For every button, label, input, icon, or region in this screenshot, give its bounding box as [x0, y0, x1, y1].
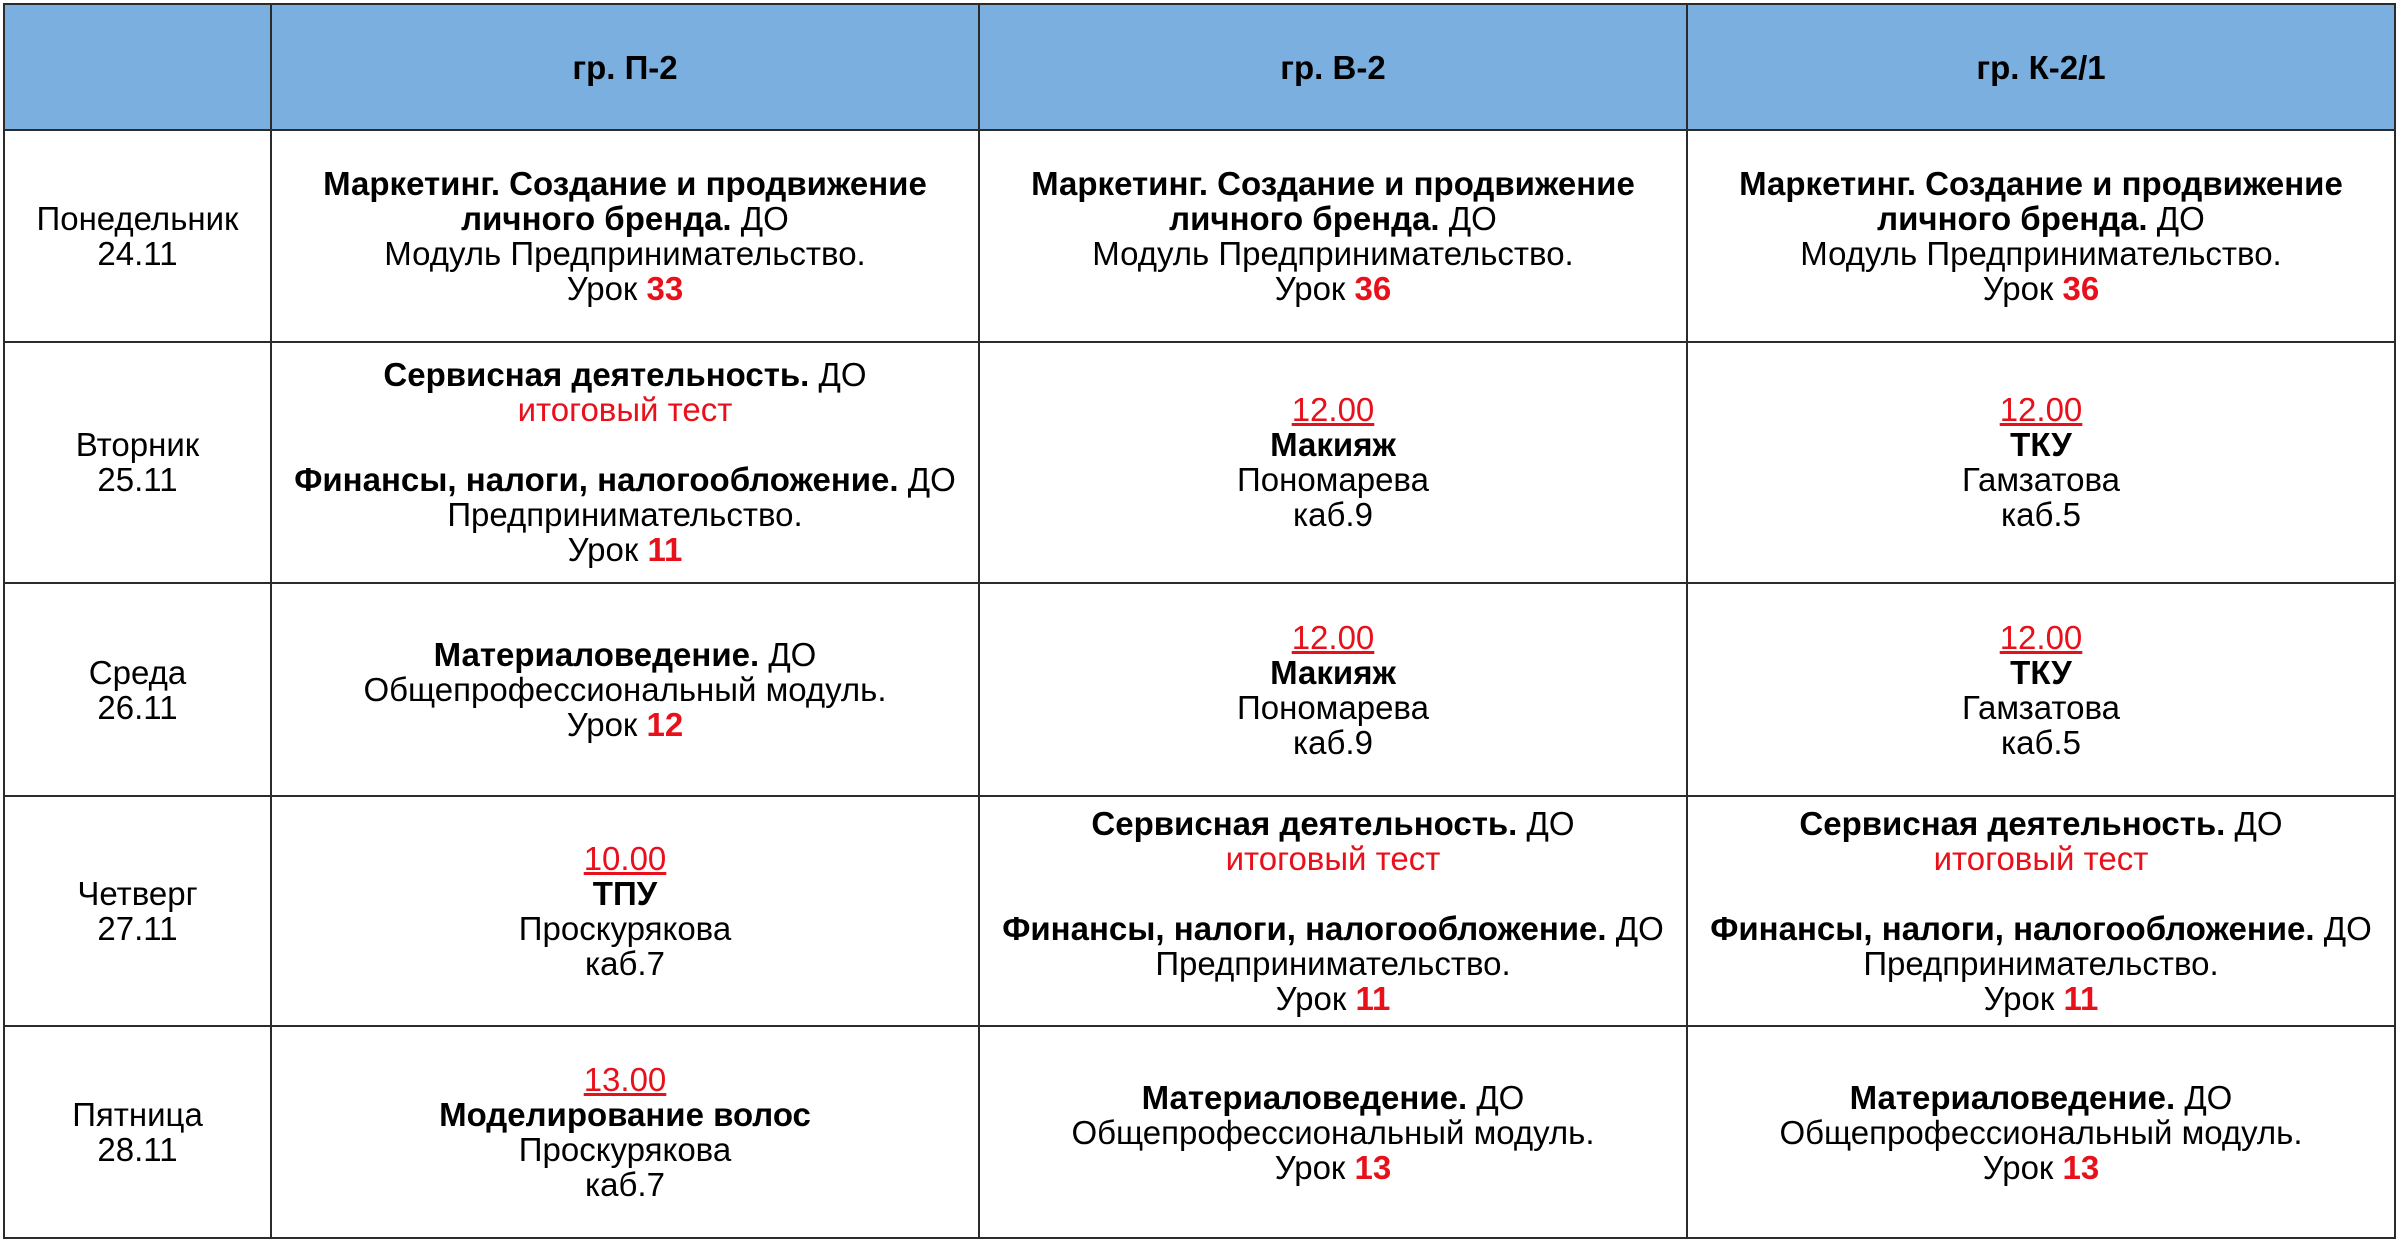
lesson-label: Урок	[1982, 269, 2054, 307]
format-label: ДО	[1615, 910, 1664, 948]
lesson-cell	[271, 1026, 979, 1238]
lesson-number: 36	[2062, 269, 2100, 307]
day-date: 26.11	[97, 688, 178, 726]
day-date: 25.11	[97, 461, 178, 499]
lesson-cell	[1687, 342, 2395, 584]
module-label: Общепрофессиональный модуль.	[1071, 1113, 1595, 1151]
lesson-time: 10.00	[583, 840, 667, 878]
subject-title: Материаловедение.	[433, 636, 760, 674]
final-test-label: итоговый тест	[1225, 840, 1441, 878]
room-label: каб.9	[1293, 723, 1373, 761]
lesson-cell	[979, 130, 1687, 342]
format-label: ДО	[1476, 1078, 1525, 1116]
lesson-cell	[271, 130, 979, 342]
subject-title: Сервисная деятельность.	[383, 356, 810, 394]
subject-title: личного бренда.	[1169, 199, 1440, 237]
lesson-number: 13	[1354, 1148, 1392, 1186]
teacher-name: Проскурякова	[518, 910, 732, 948]
day-name: Четверг	[77, 875, 198, 913]
lesson-cell	[1687, 130, 2395, 342]
schedule-row-tuesday	[4, 342, 2395, 584]
lesson-label: Урок	[1983, 980, 2055, 1018]
lesson-label: Урок	[567, 531, 639, 569]
final-test-label: итоговый тест	[517, 391, 733, 429]
day-cell	[4, 796, 271, 1027]
lesson-cell	[979, 796, 1687, 1027]
module-label: Общепрофессиональный модуль.	[363, 671, 887, 709]
day-cell	[4, 583, 271, 796]
format-label: ДО	[907, 461, 956, 499]
lesson-label: Урок	[566, 269, 638, 307]
group-header-p2: гр. П-2	[271, 4, 979, 130]
final-test-label: итоговый тест	[1933, 840, 2149, 878]
teacher-name: Гамзатова	[1961, 688, 2121, 726]
format-label: ДО	[1526, 805, 1575, 843]
day-name: Вторник	[75, 426, 200, 464]
lesson-number: 12	[646, 706, 684, 744]
teacher-name: Проскурякова	[518, 1131, 732, 1169]
module-label: Модуль Предпринимательство.	[1092, 234, 1574, 272]
room-label: каб.5	[2001, 723, 2081, 761]
day-date: 28.11	[97, 1131, 178, 1169]
subject-title: Маркетинг. Создание и продвижение	[1739, 164, 2343, 202]
lesson-number: 11	[1355, 980, 1391, 1018]
subject-title: ТПУ	[592, 875, 658, 913]
schedule-row-monday	[4, 130, 2395, 342]
group-header-k2: гр. К-2/1	[1687, 4, 2395, 130]
format-label: ДО	[2323, 910, 2372, 948]
lesson-cell	[979, 342, 1687, 584]
lesson-label: Урок	[566, 706, 638, 744]
teacher-name: Пономарева	[1237, 688, 1429, 726]
lesson-time: 12.00	[1291, 618, 1375, 656]
room-label: каб.5	[2001, 496, 2081, 534]
subject-title: Сервисная деятельность.	[1799, 805, 2226, 843]
day-cell	[4, 130, 271, 342]
lesson-cell	[271, 342, 979, 584]
lesson-number: 33	[646, 269, 684, 307]
subject-title: Моделирование волос	[439, 1096, 811, 1134]
lesson-label: Урок	[1274, 269, 1346, 307]
format-label: ДО	[2234, 805, 2283, 843]
subject-title: ТКУ	[2010, 426, 2072, 464]
teacher-name: Пономарева	[1237, 461, 1429, 499]
lesson-cell	[1687, 796, 2395, 1027]
lesson-label: Урок	[1982, 1148, 2054, 1186]
subject-title: Маркетинг. Создание и продвижение	[1031, 164, 1635, 202]
lesson-cell	[1687, 583, 2395, 796]
format-label: ДО	[768, 636, 817, 674]
module-label: Общепрофессиональный модуль.	[1779, 1113, 2303, 1151]
lesson-cell	[271, 583, 979, 796]
subject-title: личного бренда.	[1877, 199, 2148, 237]
schedule-table	[3, 3, 2396, 1239]
format-label: ДО	[2184, 1078, 2233, 1116]
lesson-number: 11	[2063, 980, 2099, 1018]
day-cell	[4, 342, 271, 584]
lesson-label: Урок	[1274, 1148, 1346, 1186]
lesson-number: 13	[2062, 1148, 2100, 1186]
lesson-cell	[1687, 1026, 2395, 1238]
module-label: Модуль Предпринимательство.	[1800, 234, 2282, 272]
teacher-name: Гамзатова	[1961, 461, 2121, 499]
day-date: 24.11	[97, 234, 178, 272]
room-label: каб.7	[585, 945, 665, 983]
subject-title: Материаловедение.	[1849, 1078, 2176, 1116]
day-name: Понедельник	[36, 199, 239, 237]
day-name: Пятница	[72, 1096, 203, 1134]
format-label: ДО	[2156, 199, 2205, 237]
schedule-row-thursday	[4, 796, 2395, 1027]
lesson-cell	[979, 583, 1687, 796]
lesson-time: 13.00	[583, 1061, 667, 1099]
group-header-v2: гр. В-2	[979, 4, 1687, 130]
subject-title: ТКУ	[2010, 653, 2072, 691]
header-corner	[4, 4, 271, 130]
day-date: 27.11	[97, 910, 178, 948]
module-label: Предпринимательство.	[447, 496, 803, 534]
lesson-number: 36	[1354, 269, 1392, 307]
lesson-time: 12.00	[1999, 618, 2083, 656]
lesson-cell	[979, 1026, 1687, 1238]
subject-title: Сервисная деятельность.	[1091, 805, 1518, 843]
module-label: Модуль Предпринимательство.	[384, 234, 866, 272]
subject-title: Материаловедение.	[1141, 1078, 1468, 1116]
format-label: ДО	[740, 199, 789, 237]
lesson-cell	[271, 796, 979, 1027]
lesson-time: 12.00	[1291, 391, 1375, 429]
room-label: каб.9	[1293, 496, 1373, 534]
subject-title: Финансы, налоги, налогообложение.	[1710, 910, 2315, 948]
subject-title: Финансы, налоги, налогообложение.	[1002, 910, 1607, 948]
subject-title: Маркетинг. Создание и продвижение	[323, 164, 927, 202]
room-label: каб.7	[585, 1166, 665, 1204]
module-label: Предпринимательство.	[1155, 945, 1511, 983]
subject-title: личного бренда.	[461, 199, 732, 237]
format-label: ДО	[1448, 199, 1497, 237]
header-row	[4, 4, 2395, 130]
subject-title: Макияж	[1270, 426, 1396, 464]
lesson-number: 11	[647, 531, 683, 569]
lesson-time: 12.00	[1999, 391, 2083, 429]
module-label: Предпринимательство.	[1863, 945, 2219, 983]
format-label: ДО	[818, 356, 867, 394]
schedule-row-wednesday	[4, 583, 2395, 796]
schedule-row-friday	[4, 1026, 2395, 1238]
day-name: Среда	[88, 653, 187, 691]
subject-title: Финансы, налоги, налогообложение.	[294, 461, 899, 499]
lesson-label: Урок	[1275, 980, 1347, 1018]
subject-title: Макияж	[1270, 653, 1396, 691]
day-cell	[4, 1026, 271, 1238]
